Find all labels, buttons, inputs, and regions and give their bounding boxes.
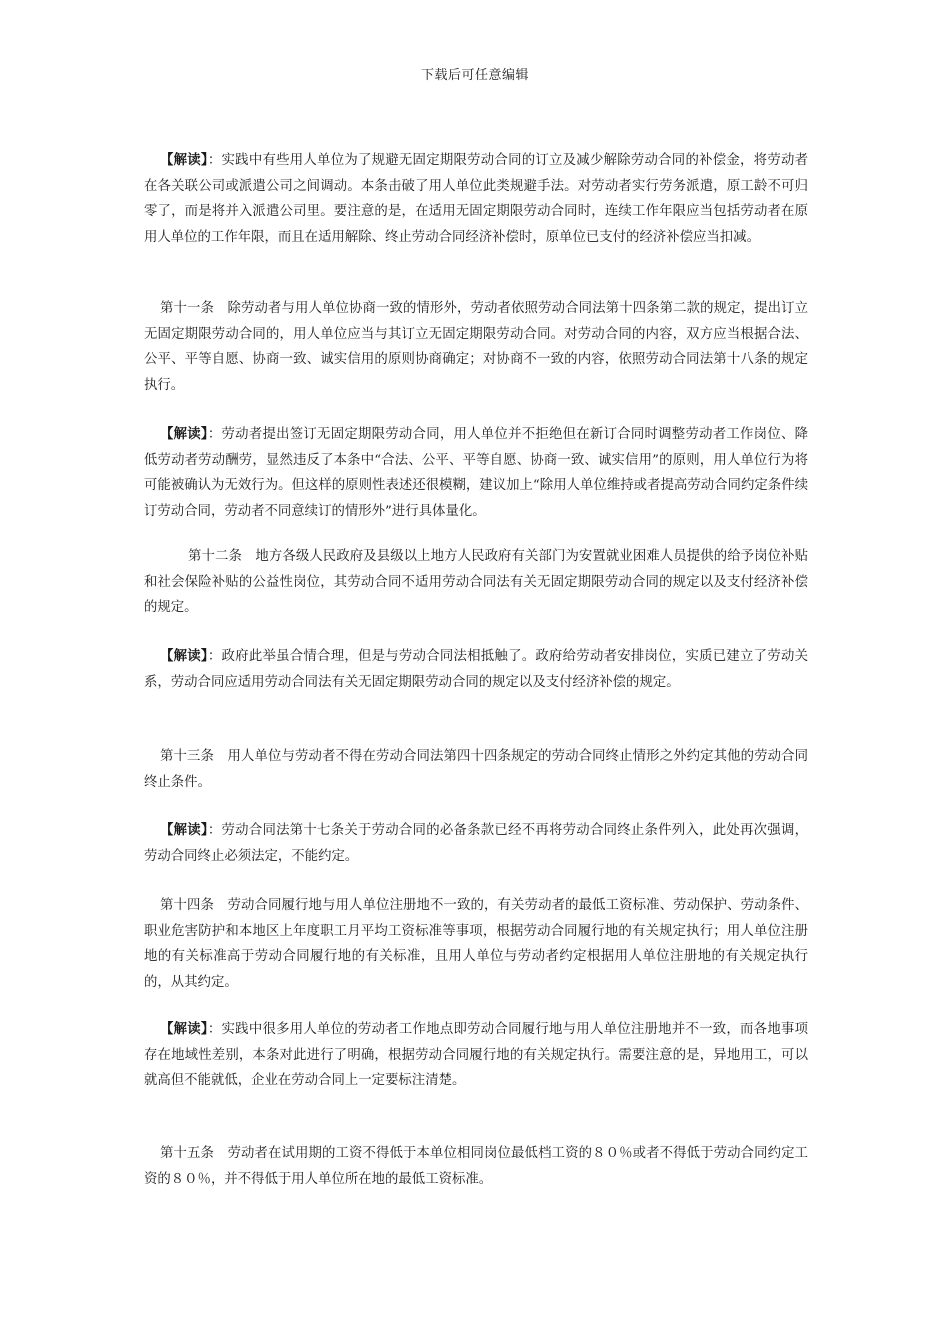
- paragraph-text: ：实践中很多用人单位的劳动者工作地点即劳动合同履行地与用人单位注册地并不一致，而各地事项存在地域性差别，本条对此进行了明确，根据劳动合同履行地的有关规定执行。需要注意的是，异地用工，可以就高但不能就低，企业在劳动合同上一定要标注清楚。: [144, 1022, 808, 1089]
- article-15-paragraph: [144, 1141, 808, 1192]
- interpretation-label: 【解读】: [160, 648, 208, 664]
- paragraph-text: ：劳动合同法第十七条关于劳动合同的必备条款已经不再将劳动合同终止条件列入，此处再次强调，劳动合同终止必须法定，不能约定。: [144, 823, 808, 864]
- page-header: 下载后可任意编辑: [420, 68, 529, 83]
- interpretation-label: 【解读】: [160, 822, 208, 838]
- paragraph-text: ：劳动者提出签订无固定期限劳动合同，用人单位并不拒绝但在新订合同时调整劳动者工作岗位、降低劳动者劳动酬劳，显然违反了本条中“合法、公平、平等自愿、协商一致、诚实信用”的原则，用人单位行为将可能被确认为无效行为。但这样的原则性表述还很模糊，建议加上“除用人单位维持或者提高劳动合同约定条件续订劳动合同，劳动者不同意续订的情形外”进行具体量化。: [144, 427, 808, 519]
- paragraph-text: 第十三条 用人单位与劳动者不得在劳动合同法第四十四条规定的劳动合同终止情形之外约定其他的劳动合同终止条件。: [144, 749, 808, 790]
- interpretation-paragraph-1: [144, 148, 808, 250]
- interpretation-paragraph-4: [144, 818, 808, 869]
- interpretation-paragraph-5: [144, 1017, 808, 1094]
- paragraph-text: 第十四条 劳动合同履行地与用人单位注册地不一致的，有关劳动者的最低工资标准、劳动保护、劳动条件、职业危害防护和本地区上年度职工月平均工资标准等事项，根据劳动合同履行地的有关规定执行；用人单位注册地的有关标准高于劳动合同履行地的有关标准，且用人单位与劳动者约定根据用人单位注册地的有关规定执行的，从其约定。: [144, 898, 808, 990]
- article-12-paragraph: [144, 544, 808, 621]
- paragraph-text: ：实践中有些用人单位为了规避无固定期限劳动合同的订立及减少解除劳动合同的补偿金，将劳动者在各关联公司或派遣公司之间调动。本条击破了用人单位此类规避手法。对劳动者实行劳务派遣，原工龄不可归零了，而是将并入派遣公司里。要注意的是，在适用无固定期限劳动合同时，连续工作年限应当包括劳动者在原用人单位的工作年限，而且在适用解除、终止劳动合同经济补偿时，原单位已支付的经济补偿应当扣减。: [144, 153, 808, 245]
- paragraph-text: ：政府此举虽合情合理，但是与劳动合同法相抵触了。政府给劳动者安排岗位，实质已建立了劳动关系，劳动合同应适用劳动合同法有关无固定期限劳动合同的规定以及支付经济补偿的规定。: [144, 649, 808, 690]
- interpretation-paragraph-3: [144, 644, 808, 695]
- paragraph-text: 第十一条 除劳动者与用人单位协商一致的情形外，劳动者依照劳动合同法第十四条第二款的规定，提出订立无固定期限劳动合同的，用人单位应当与其订立无固定期限劳动合同。对劳动合同的内容，双方应当根据合法、公平、平等自愿、协商一致、诚实信用的原则协商确定；对协商不一致的内容，依照劳动合同法第十八条的规定执行。: [144, 301, 808, 393]
- interpretation-label: 【解读】: [160, 152, 208, 168]
- interpretation-label: 【解读】: [160, 426, 208, 442]
- interpretation-paragraph-2: [144, 422, 808, 524]
- paragraph-text: 第十二条 地方各级人民政府及县级以上地方人民政府有关部门为安置就业困难人员提供的给予岗位补贴和社会保险补贴的公益性岗位，其劳动合同不适用劳动合同法有关无固定期限劳动合同的规定以及支付经济补偿的规定。: [144, 549, 808, 616]
- article-14-paragraph: [144, 893, 808, 995]
- article-13-paragraph: [144, 744, 808, 795]
- article-11-paragraph: [144, 296, 808, 398]
- paragraph-text: 第十五条 劳动者在试用期的工资不得低于本单位相同岗位最低档工资的８０％或者不得低于劳动合同约定工资的８０％，并不得低于用人单位所在地的最低工资标准。: [144, 1146, 808, 1187]
- interpretation-label: 【解读】: [160, 1021, 208, 1037]
